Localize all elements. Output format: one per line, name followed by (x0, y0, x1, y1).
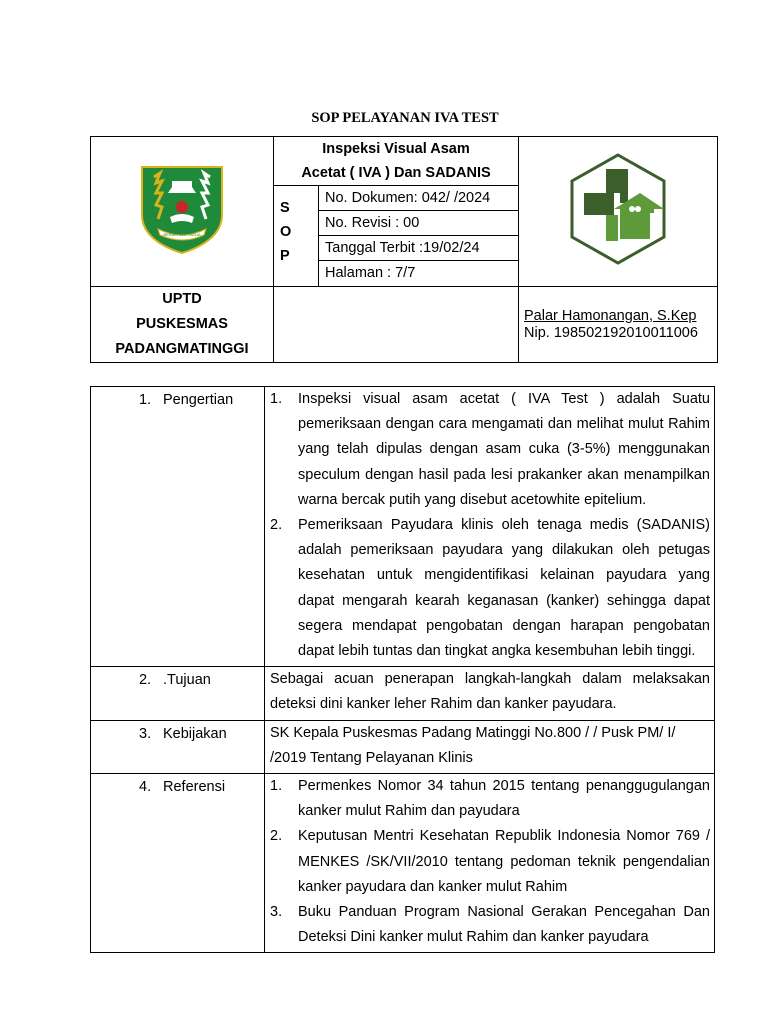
page-number: Halaman : 7/7 (325, 265, 416, 281)
regional-emblem-cell (91, 137, 274, 287)
section-content: Sebagai acuan penerapan langkah-langkah dalam melaksakan deteksi dini kanker leher Rahim dan kanker payudara. (265, 667, 715, 720)
document-title: SOP PELAYANAN IVA TEST (311, 110, 499, 126)
sop-letter-o: O (280, 224, 292, 240)
section-label: 3. Kebijakan (91, 720, 265, 773)
section-row-tujuan (91, 667, 715, 720)
sop-header-table (90, 136, 718, 363)
emblem-banner-text: BERAKHLAK MULIA (163, 232, 201, 237)
section-label: 1. Pengertian (91, 387, 265, 667)
procedure-title-line-1: Inspeksi Visual Asam (322, 141, 470, 157)
section-content (265, 774, 715, 953)
unit-name-cell (91, 287, 274, 363)
health-logo-cell (519, 137, 718, 287)
unit-name-line-2: PUSKESMAS (136, 316, 228, 332)
unit-name-line-3: PADANGMATINGGI (115, 341, 249, 357)
sop-letter-p: P (280, 248, 290, 264)
list-item: 2. Pemeriksaan Payudara klinis oleh tenaga medis (SADANIS) adalah pemeriksaan payudara yang dilakukan oleh petugas kesehatan untuk mengidentifikasi kelainan payudara yang dapat mengarah kearah keganasan (kanker) sehingga dapat segera mendapat pengobatan dengan harapan pengobatan dapat lebih tuntas dan tingkat angka kesembuhan lebih tinggi. (270, 517, 710, 660)
section-row-referensi (91, 774, 715, 953)
list-item: 1. Permenkes Nomor 34 tahun 2015 tentang penanggugulangan kanker mulut Rahim dan payudara (270, 778, 710, 820)
section-label: 4. Referensi (91, 774, 265, 953)
document-number: No. Dokumen: 042/ /2024 (319, 186, 518, 211)
revision-number: No. Revisi : 00 (319, 211, 518, 236)
list-item: 3. Buku Panduan Program Nasional Gerakan Pencegahan Dan Deteksi Dini kanker mulut Rahim dan kanker payudara (270, 904, 710, 946)
signature-blank-cell (274, 287, 519, 363)
document-meta-cell (319, 186, 519, 287)
procedure-title-cell (274, 137, 519, 186)
issue-date: Tanggal Terbit :19/02/24 (319, 236, 518, 261)
section-content (265, 387, 715, 667)
procedure-title-line-2: Acetat ( IVA ) Dan SADANIS (301, 165, 491, 181)
list-item: 1. Inspeksi visual asam acetat ( IVA Test ) adalah Suatu pemeriksaan dengan cara mengamati dan melihat mulut Rahim yang telah dipulas dengan asam cuka (3-5%) menggunakan speculum dengan hasil pada lesi prakanker akan menampilkan warna bercak putih yang disebut acetowhite epitelium. (270, 391, 710, 508)
list-item: 2. Keputusan Mentri Kesehatan Republik Indonesia Nomor 769 / MENKES /SK/VII/2010 tentang pedoman teknik pengendalian kanker payudara dan kanker mulut Rahim (270, 828, 710, 895)
sop-letter-s: S (280, 200, 290, 216)
regional-emblem-icon (136, 163, 228, 255)
section-row-pengertian (91, 387, 715, 667)
health-center-logo-icon (568, 153, 668, 265)
sop-letters-cell (274, 186, 319, 287)
section-content: SK Kepala Puskesmas Padang Matinggi No.800 / / Pusk PM/ I/ /2019 Tentang Pelayanan Klinis (265, 720, 715, 773)
unit-name-line-1: UPTD (162, 291, 202, 307)
signer-name: Palar Hamonangan, S.Kep (524, 307, 697, 324)
section-row-kebijakan (91, 720, 715, 773)
sop-content-table (90, 386, 715, 953)
section-label: 2. .Tujuan (91, 667, 265, 720)
signer-nip: Nip. 198502192010011006 (524, 324, 698, 341)
signer-cell (519, 287, 718, 363)
